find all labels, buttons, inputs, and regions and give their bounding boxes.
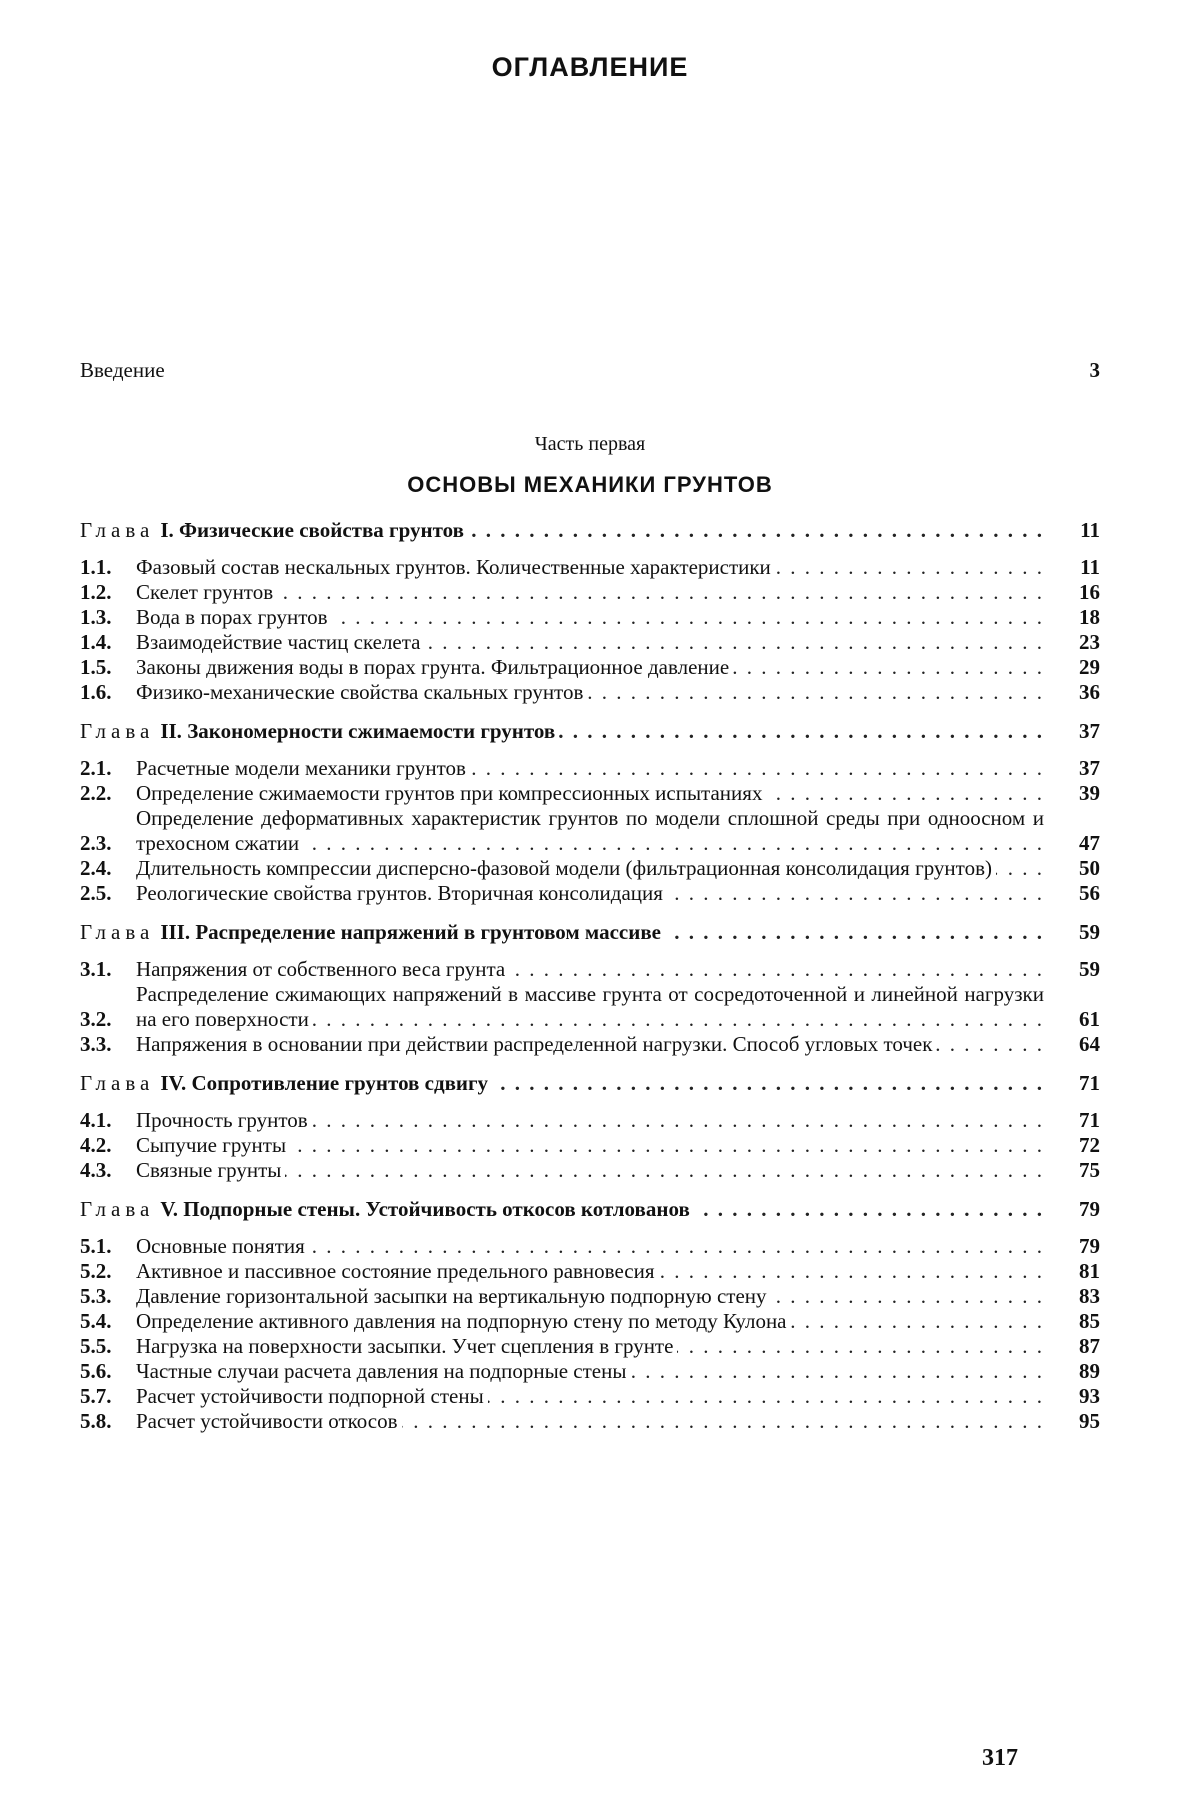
chapter-number: V. [160, 1197, 179, 1221]
section-number: 1.1. [80, 555, 112, 579]
chapter-number: IV. [160, 1071, 187, 1095]
chapter-title: Подпорные стены. Устойчивость откосов котлованов [183, 1197, 690, 1221]
section-row [80, 580, 1100, 605]
section-number: 4.2. [80, 1133, 112, 1157]
section-label [136, 555, 1044, 580]
chapter-prefix: Глава [80, 719, 155, 743]
section-page-number: 85 [1079, 1309, 1100, 1333]
table-of-contents [80, 358, 1100, 1434]
section-row [80, 1284, 1100, 1309]
section-page-number: 75 [1079, 1158, 1100, 1182]
chapter-label [80, 1197, 1044, 1222]
chapter-title: Распределение напряжений в грунтовом массиве [195, 920, 661, 944]
section-row [80, 1259, 1100, 1284]
section-row [80, 1133, 1100, 1158]
section-page-number: 61 [1079, 1007, 1100, 1031]
section-row [80, 1108, 1100, 1133]
section-label [136, 957, 1044, 982]
section-title: Прочность грунтов [136, 1108, 312, 1132]
section-page-number: 18 [1079, 605, 1100, 629]
section-title: Основные понятия [136, 1234, 309, 1258]
chapter-page-number: 71 [1079, 1071, 1100, 1095]
chapter-label [80, 1071, 1044, 1096]
section-label [136, 881, 1044, 906]
section-number: 5.7. [80, 1384, 112, 1408]
section-title: Законы движения воды в порах грунта. Фильтрационное давление [136, 655, 733, 679]
section-row [80, 781, 1100, 806]
section-number: 4.1. [80, 1108, 112, 1132]
section-row [80, 1032, 1100, 1057]
section-label [136, 655, 1044, 680]
section-row [80, 655, 1100, 680]
section-page-number: 64 [1079, 1032, 1100, 1056]
section-row [80, 1234, 1100, 1259]
section-title: Реологические свойства грунтов. Вторичная консолидация [136, 881, 667, 905]
chapter-page-number: 59 [1079, 920, 1100, 944]
section-page-number: 83 [1079, 1284, 1100, 1308]
section-title: Определение активного давления на подпорную стену по методу Кулона [136, 1309, 791, 1333]
section-label [136, 1284, 1044, 1309]
intro-label: Введение [80, 358, 1044, 383]
chapter-label [80, 518, 1044, 543]
section-label [136, 1259, 1044, 1284]
footer-page-number: 317 [982, 1745, 1018, 1771]
section-title: Нагрузка на поверхности засыпки. Учет сцепления в грунте [136, 1334, 677, 1358]
section-page-number: 56 [1079, 881, 1100, 905]
chapter-page-number: 11 [1080, 518, 1100, 542]
chapter-title: Сопротивление грунтов сдвигу [191, 1071, 489, 1095]
chapter-heading [80, 920, 1100, 945]
section-number: 2.3. [80, 831, 112, 855]
section-title: Скелет грунтов [136, 580, 277, 604]
section-page-number: 37 [1079, 756, 1100, 780]
section-number: 5.5. [80, 1334, 112, 1358]
section-title: Вода в порах грунтов [136, 605, 332, 629]
section-row [80, 1384, 1100, 1409]
part-label: Часть первая [534, 433, 646, 455]
chapter-title: Физические свойства грунтов [179, 518, 464, 542]
section-title: Активное и пассивное состояние предельного равновесия [136, 1259, 659, 1283]
section-number: 1.3. [80, 605, 112, 629]
chapter-label [80, 719, 1044, 744]
section-number: 2.5. [80, 881, 112, 905]
section-page-number: 39 [1079, 781, 1100, 805]
toc-intro-row [80, 358, 1100, 383]
section-row [80, 957, 1100, 982]
section-label [136, 1409, 1044, 1434]
section-row [80, 1158, 1100, 1183]
chapter-heading [80, 1197, 1100, 1222]
section-number: 1.2. [80, 580, 112, 604]
chapter-number: III. [160, 920, 191, 944]
section-number: 2.1. [80, 756, 112, 780]
chapter-prefix: Глава [80, 1197, 155, 1221]
section-row [80, 680, 1100, 705]
section-label [136, 1133, 1044, 1158]
section-page-number: 59 [1079, 957, 1100, 981]
page-title: ОГЛАВЛЕНИЕ [491, 52, 689, 82]
section-number: 5.1. [80, 1234, 112, 1258]
section-label [136, 1108, 1044, 1133]
section-number: 5.2. [80, 1259, 112, 1283]
chapter-prefix: Глава [80, 920, 155, 944]
section-row [80, 555, 1100, 580]
section-title: Давление горизонтальной засыпки на вертикальную подпорную стену [136, 1284, 771, 1308]
section-title: Фазовый состав нескальных грунтов. Количественные характеристики [136, 555, 775, 579]
section-row [80, 756, 1100, 781]
section-page-number: 36 [1079, 680, 1100, 704]
section-page-number: 47 [1079, 831, 1100, 855]
section-row [80, 881, 1100, 906]
section-label [136, 1334, 1044, 1359]
section-number: 5.4. [80, 1309, 112, 1333]
section-label [136, 630, 1044, 655]
section-row [80, 630, 1100, 655]
section-row [80, 1359, 1100, 1384]
section-page-number: 11 [1080, 555, 1100, 579]
chapter-heading [80, 1071, 1100, 1096]
section-row [80, 1409, 1100, 1434]
section-title: Напряжения от собственного веса грунта [136, 957, 509, 981]
section-title: Связные грунты [136, 1158, 285, 1182]
section-label [136, 1234, 1044, 1259]
section-page-number: 93 [1079, 1384, 1100, 1408]
section-title: Сыпучие грунты [136, 1133, 290, 1157]
section-title: Частные случаи расчета давления на подпорные стены [136, 1359, 630, 1383]
chapter-page-number: 79 [1079, 1197, 1100, 1221]
section-label [136, 680, 1044, 705]
chapter-page-number: 37 [1079, 719, 1100, 743]
section-label [136, 1359, 1044, 1384]
section-label [136, 580, 1044, 605]
section-title: Взаимодействие частиц скелета [136, 630, 425, 654]
section-row [80, 1334, 1100, 1359]
section-page-number: 16 [1079, 580, 1100, 604]
section-page-number: 71 [1079, 1108, 1100, 1132]
section-page-number: 72 [1079, 1133, 1100, 1157]
section-title: Распределение сжимающих напряжений в массиве грунта от сосредоточенной и линейной нагрузки на его поверхности [136, 982, 1044, 1031]
section-title: Расчетные модели механики грунтов [136, 756, 470, 780]
section-number: 5.6. [80, 1359, 112, 1383]
section-row [80, 1309, 1100, 1334]
intro-page-number: 3 [1089, 358, 1100, 382]
section-label [136, 1309, 1044, 1334]
section-title: Длительность компрессии дисперсно-фазовой модели (фильтрационная консолидация грунтов) [136, 856, 996, 880]
section-row [80, 856, 1100, 881]
section-label [136, 982, 1044, 1032]
section-row [80, 605, 1100, 630]
section-page-number: 81 [1079, 1259, 1100, 1283]
chapter-heading [80, 518, 1100, 543]
section-number: 2.2. [80, 781, 112, 805]
chapter-prefix: Глава [80, 1071, 155, 1095]
section-label [136, 1384, 1044, 1409]
section-title: Расчет устойчивости подпорной стены [136, 1384, 488, 1408]
section-title: Физико-механические свойства скальных грунтов [136, 680, 587, 704]
chapter-list [80, 518, 1100, 1434]
section-page-number: 89 [1079, 1359, 1100, 1383]
section-number: 2.4. [80, 856, 112, 880]
section-row [80, 806, 1100, 856]
chapter-label [80, 920, 1044, 945]
section-label [136, 1032, 1044, 1057]
chapter-heading [80, 719, 1100, 744]
chapter-prefix: Глава [80, 518, 155, 542]
section-title: Определение деформативных характеристик грунтов по модели сплошной среды при одноосном и трехосном сжатии [136, 806, 1044, 855]
chapter-title: Закономерности сжимаемости грунтов [187, 719, 556, 743]
section-label [136, 781, 1044, 806]
chapter-number: II. [160, 719, 182, 743]
section-page-number: 87 [1079, 1334, 1100, 1358]
section-number: 5.8. [80, 1409, 112, 1433]
section-page-number: 29 [1079, 655, 1100, 679]
section-number: 1.4. [80, 630, 112, 654]
chapter-number: I. [160, 518, 174, 542]
section-label [136, 1158, 1044, 1183]
section-title: Определение сжимаемости грунтов при компрессионных испытаниях [136, 781, 766, 805]
section-page-number: 95 [1079, 1409, 1100, 1433]
section-label [136, 605, 1044, 630]
section-number: 3.2. [80, 1007, 112, 1031]
section-title: Напряжения в основании при действии распределенной нагрузки. Способ угловых точек [136, 1032, 936, 1056]
section-page-number: 79 [1079, 1234, 1100, 1258]
section-label [136, 806, 1044, 856]
section-page-number: 23 [1079, 630, 1100, 654]
section-number: 3.1. [80, 957, 112, 981]
section-number: 1.6. [80, 680, 112, 704]
section-number: 4.3. [80, 1158, 112, 1182]
section-title: Расчет устойчивости откосов [136, 1409, 402, 1433]
section-number: 1.5. [80, 655, 112, 679]
section-row [80, 982, 1100, 1032]
section-number: 5.3. [80, 1284, 112, 1308]
part-title: ОСНОВЫ МЕХАНИКИ ГРУНТОВ [407, 472, 773, 497]
section-label [136, 856, 1044, 881]
section-page-number: 50 [1079, 856, 1100, 880]
section-number: 3.3. [80, 1032, 112, 1056]
toc-page [80, 0, 1100, 1797]
section-label [136, 756, 1044, 781]
